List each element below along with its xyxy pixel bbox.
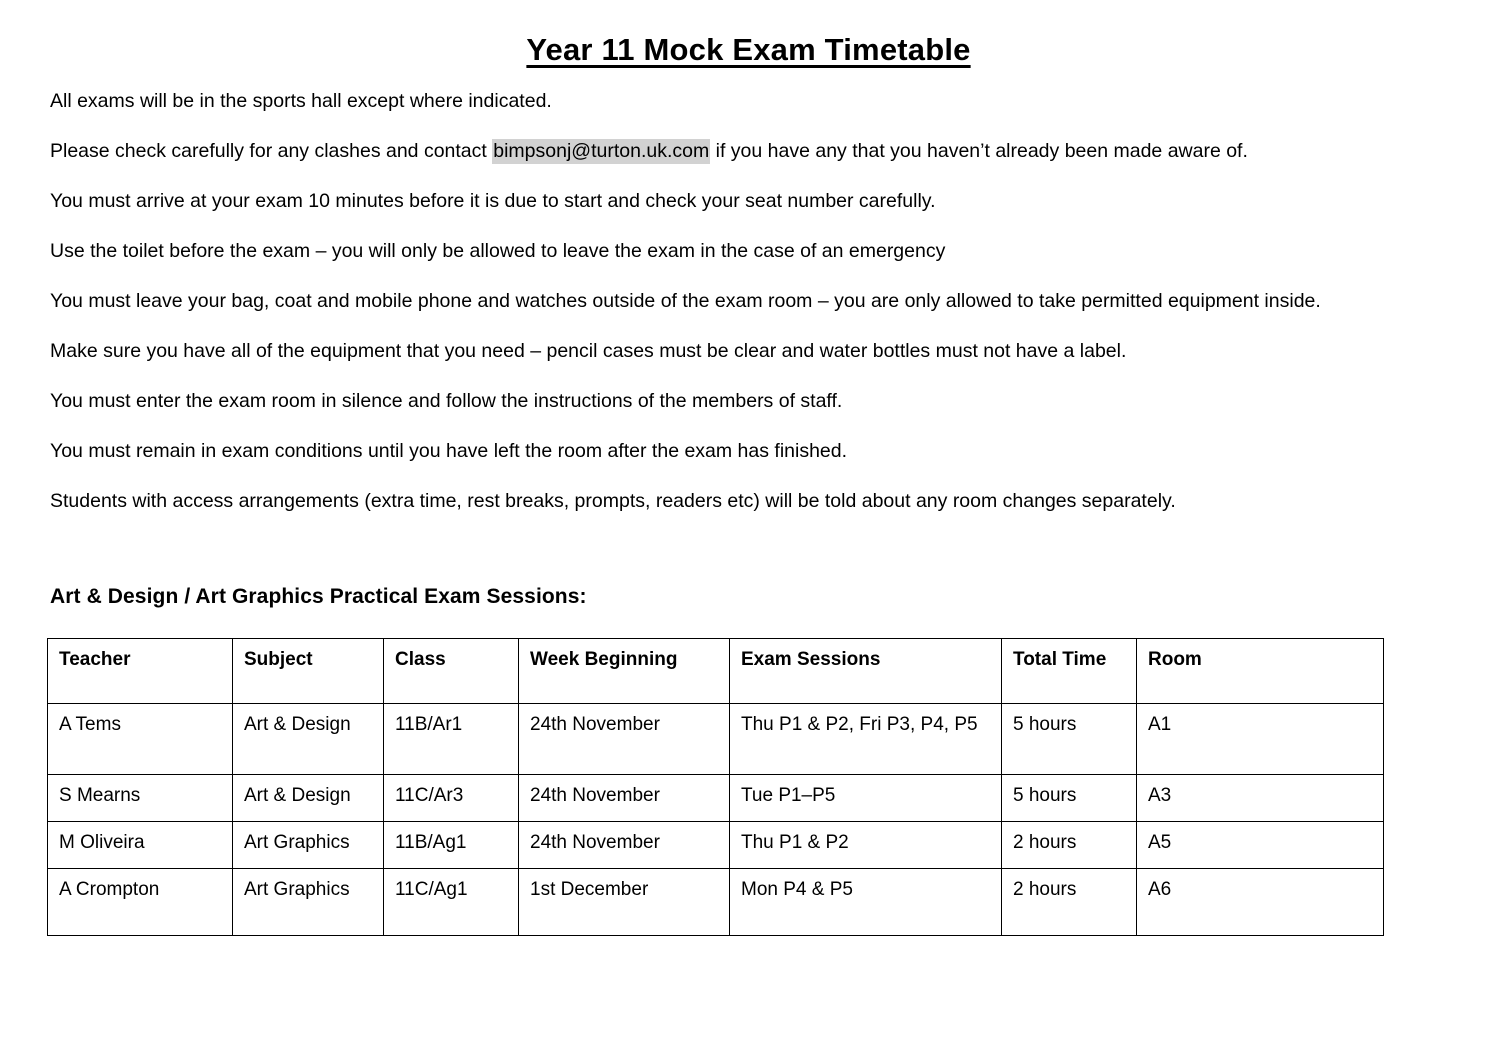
instruction-paragraph-1: All exams will be in the sports hall except where indicated. (50, 90, 552, 112)
cell-subject: Art Graphics (233, 822, 384, 869)
table-row (48, 869, 1384, 936)
contact-text-after: if you have any that you haven’t already been made aware of. (710, 140, 1248, 162)
cell-exam-sessions: Mon P4 & P5 (730, 869, 1002, 936)
instruction-paragraph-9: Students with access arrangements (extra time, rest breaks, prompts, readers etc) will be told about any room changes separately. (50, 490, 1176, 512)
cell-teacher: A Tems (48, 704, 233, 775)
cell-total-time: 2 hours (1002, 822, 1137, 869)
contact-text-before: Please check carefully for any clashes and contact (50, 140, 493, 162)
table-row (48, 775, 1384, 822)
cell-room: A1 (1137, 704, 1384, 775)
cell-exam-sessions: Tue P1–P5 (730, 775, 1002, 822)
column-header-week-beginning: Week Beginning (519, 639, 730, 704)
cell-room: A6 (1137, 869, 1384, 936)
column-header-room: Room (1137, 639, 1384, 704)
cell-subject: Art & Design (233, 775, 384, 822)
column-header-class: Class (384, 639, 519, 704)
cell-class: 11B/Ag1 (384, 822, 519, 869)
column-header-total-time: Total Time (1002, 639, 1137, 704)
cell-class: 11C/Ar3 (384, 775, 519, 822)
instruction-paragraph-7: You must enter the exam room in silence and follow the instructions of the members of staff. (50, 390, 843, 412)
instruction-paragraph-6: Make sure you have all of the equipment that you need – pencil cases must be clear and water bottles must not have a label. (50, 340, 1127, 362)
page-title (0, 0, 1497, 68)
cell-exam-sessions: Thu P1 & P2 (730, 822, 1002, 869)
cell-class: 11B/Ar1 (384, 704, 519, 775)
column-header-exam-sessions: Exam Sessions (730, 639, 1002, 704)
instructions-block (0, 90, 1497, 513)
cell-total-time: 2 hours (1002, 869, 1137, 936)
cell-week-beginning: 24th November (519, 704, 730, 775)
cell-exam-sessions: Thu P1 & P2, Fri P3, P4, P5 (730, 704, 1002, 775)
column-header-teacher: Teacher (48, 639, 233, 704)
cell-teacher: A Crompton (48, 869, 233, 936)
exam-sessions-table-wrapper (0, 638, 1497, 936)
cell-subject: Art & Design (233, 704, 384, 775)
cell-room: A5 (1137, 822, 1384, 869)
instruction-paragraph-2 (50, 140, 1457, 163)
contact-email[interactable]: bimpsonj@turton.uk.com (493, 140, 710, 162)
section-heading: Art & Design / Art Graphics Practical Exam Sessions: (50, 585, 587, 608)
cell-week-beginning: 24th November (519, 822, 730, 869)
exam-sessions-table (47, 638, 1384, 936)
instruction-paragraph-8: You must remain in exam conditions until you have left the room after the exam has finished. (50, 440, 848, 462)
cell-room: A3 (1137, 775, 1384, 822)
instruction-paragraph-4: Use the toilet before the exam – you will only be allowed to leave the exam in the case of an emergency (50, 240, 946, 262)
cell-total-time: 5 hours (1002, 775, 1137, 822)
cell-week-beginning: 24th November (519, 775, 730, 822)
cell-subject: Art Graphics (233, 869, 384, 936)
table-row (48, 704, 1384, 775)
cell-week-beginning: 1st December (519, 869, 730, 936)
cell-total-time: 5 hours (1002, 704, 1137, 775)
column-header-subject: Subject (233, 639, 384, 704)
table-row (48, 822, 1384, 869)
cell-teacher: S Mearns (48, 775, 233, 822)
instruction-paragraph-3: You must arrive at your exam 10 minutes before it is due to start and check your seat number carefully. (50, 190, 936, 212)
cell-teacher: M Oliveira (48, 822, 233, 869)
cell-class: 11C/Ag1 (384, 869, 519, 936)
instruction-paragraph-5: You must leave your bag, coat and mobile phone and watches outside of the exam room – you are only allowed to take permitted equipment inside. (50, 290, 1321, 312)
table-header-row (48, 639, 1384, 704)
page-title-text: Year 11 Mock Exam Timetable (526, 32, 971, 67)
